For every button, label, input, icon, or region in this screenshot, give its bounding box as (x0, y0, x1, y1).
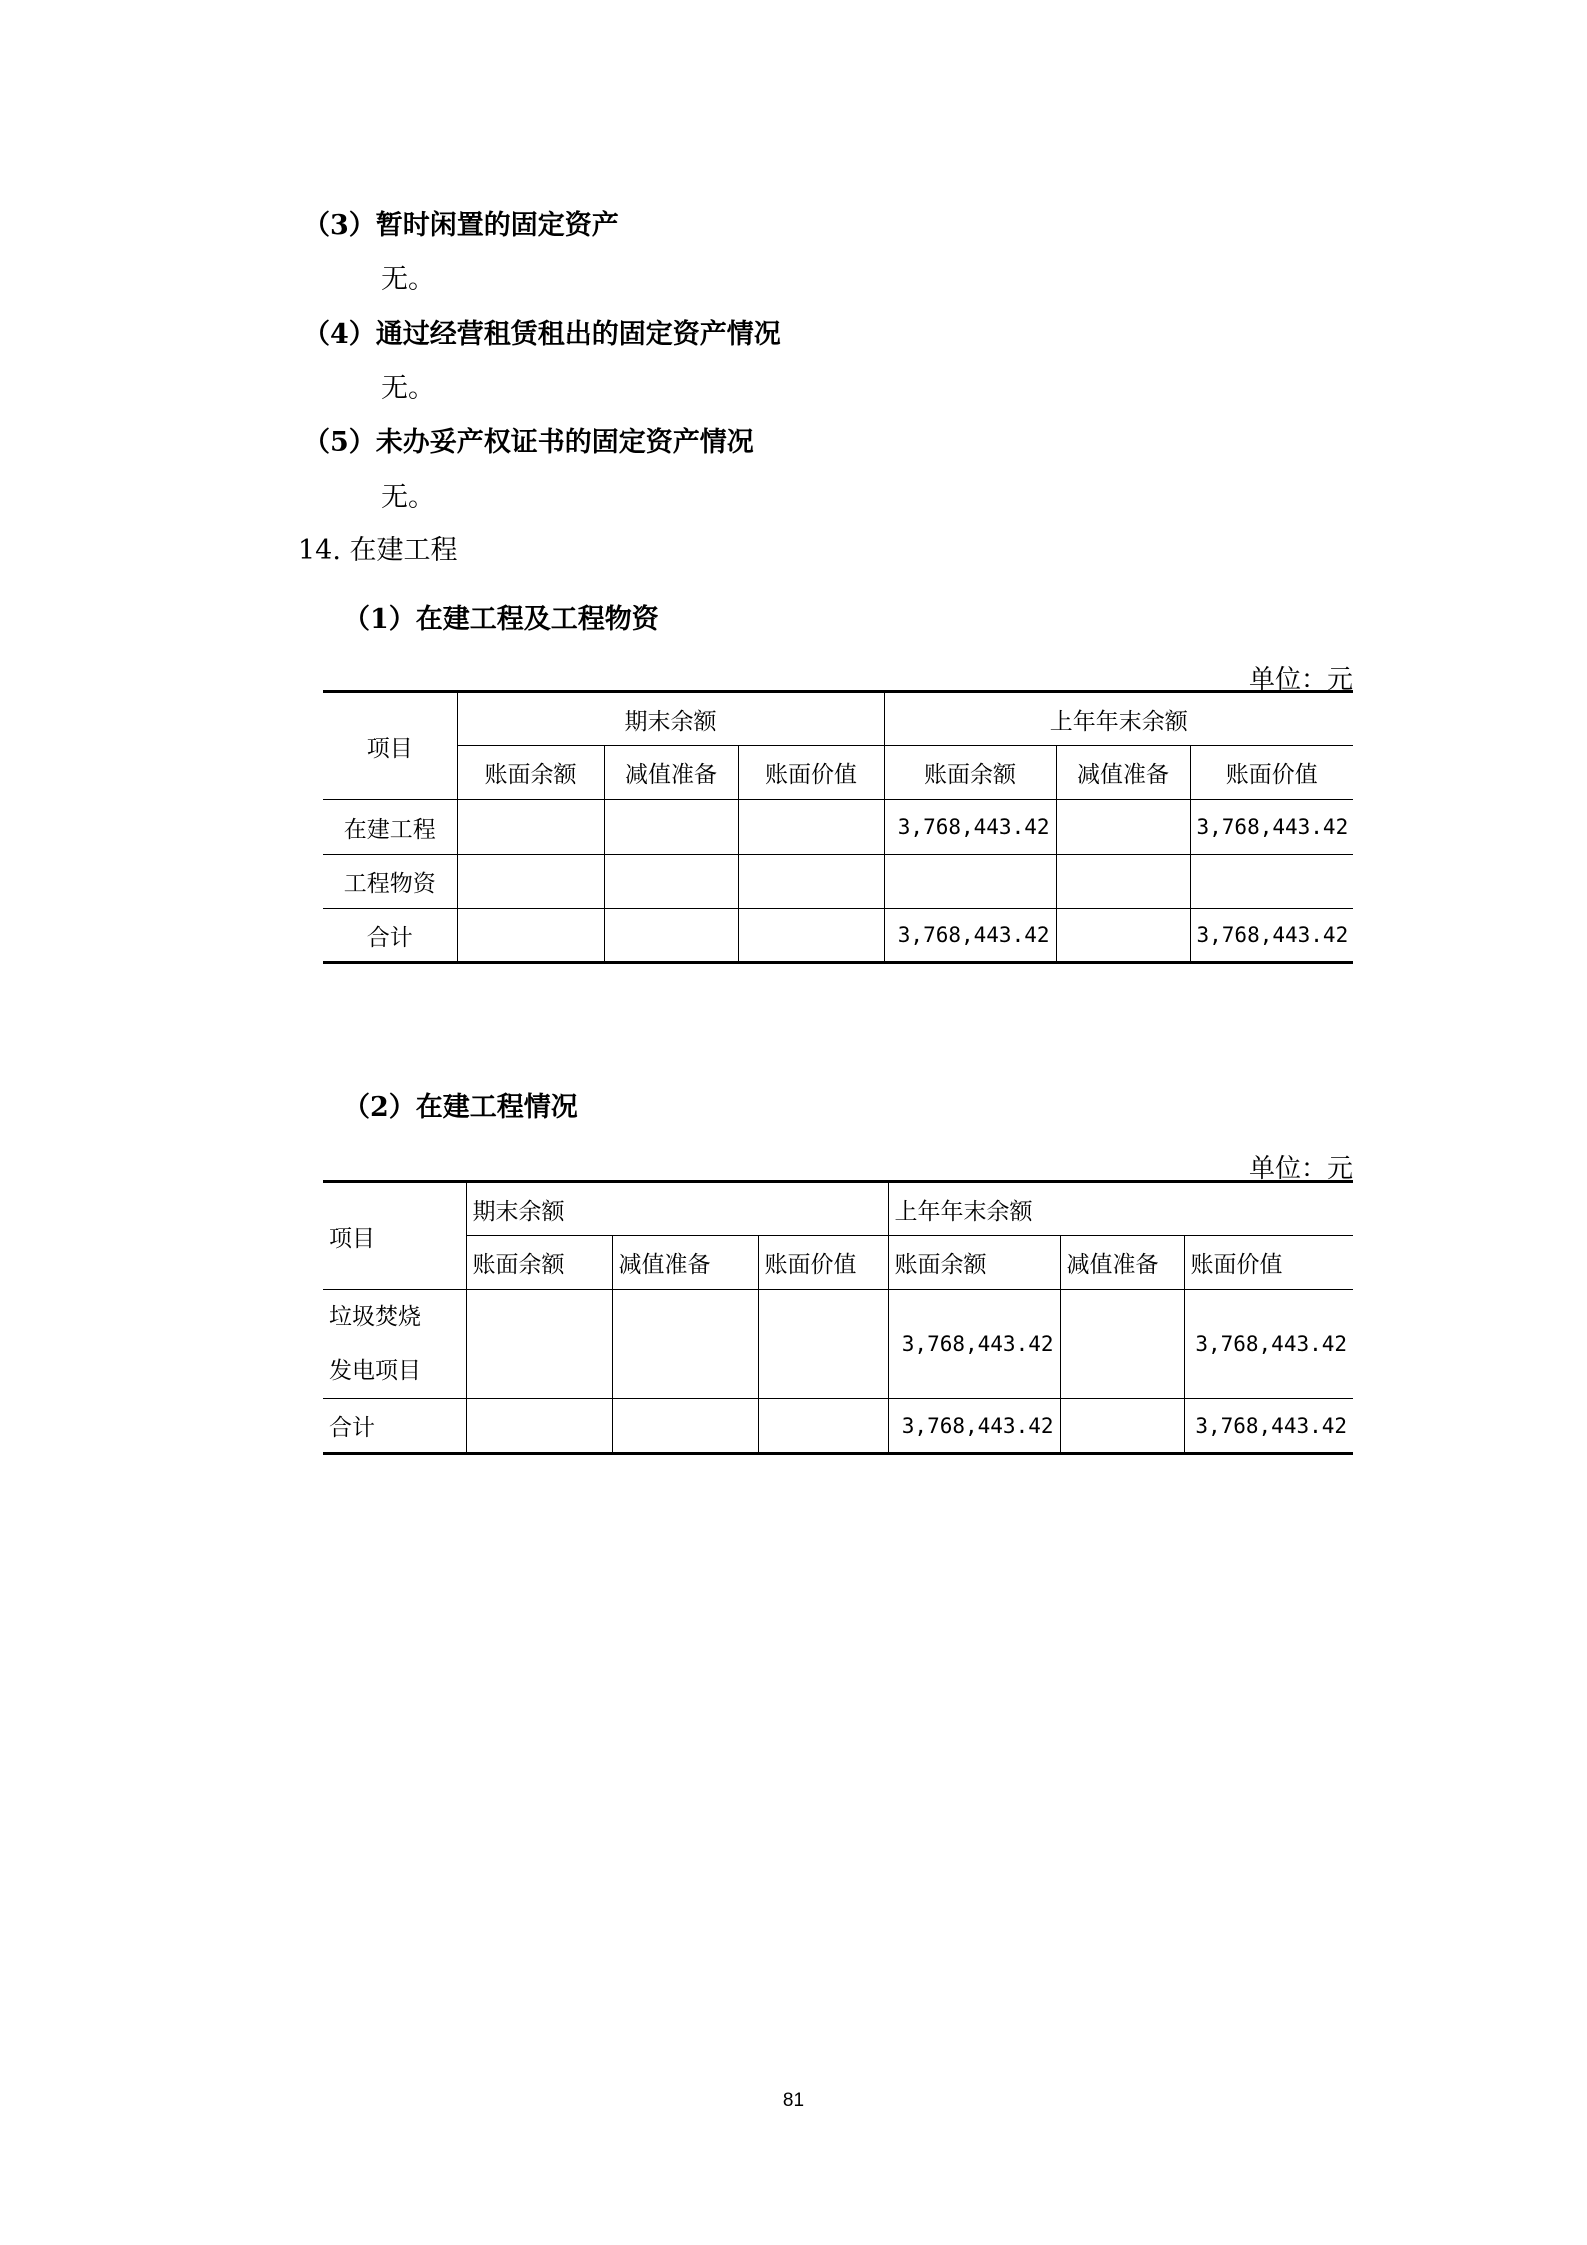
table-1-header-prior-year-end: 上年年末余额 (884, 692, 1353, 746)
table-1-subheader: 账面价值 (1190, 746, 1353, 800)
table-1-subheader: 减值准备 (604, 746, 738, 800)
page-number: 81 (782, 2090, 805, 2111)
table-cell (604, 909, 738, 963)
row-label: 在建工程 (323, 800, 457, 855)
table-cell (738, 800, 884, 855)
table-2-subheader: 账面价值 (1184, 1236, 1353, 1290)
table-cell (604, 800, 738, 855)
table-cell: 3,768,443.42 (884, 800, 1056, 855)
table-1-subheader: 账面价值 (738, 746, 884, 800)
table-cell (457, 855, 604, 909)
section-4-heading: （4）通过经营租赁租出的固定资产情况 (303, 319, 781, 350)
table-cell (457, 800, 604, 855)
table-1 (323, 690, 1353, 964)
table-row (323, 855, 1353, 909)
table-cell: 3,768,443.42 (1184, 1290, 1353, 1399)
table-row (323, 1290, 1353, 1399)
table-cell (466, 1290, 612, 1399)
table-2-subheader: 账面价值 (758, 1236, 888, 1290)
section-5-body: 无。 (381, 482, 435, 513)
table-cell (1056, 800, 1190, 855)
row-label-line-1: 垃圾焚烧 (329, 1304, 421, 1330)
table-2 (323, 1180, 1353, 1455)
table-row (323, 909, 1353, 963)
table-cell (604, 855, 738, 909)
table-cell: 3,768,443.42 (888, 1290, 1060, 1399)
table-cell (612, 1399, 758, 1454)
table-2-header-period-end: 期末余额 (466, 1182, 888, 1236)
table-cell: 3,768,443.42 (1190, 800, 1353, 855)
subsection-1-heading: （1）在建工程及工程物资 (343, 604, 659, 635)
row-label-total: 合计 (323, 909, 457, 963)
section-5-heading: （5）未办妥产权证书的固定资产情况 (303, 427, 754, 458)
table-cell (884, 855, 1056, 909)
table-2-subheader: 账面余额 (888, 1236, 1060, 1290)
table-cell (1060, 1399, 1184, 1454)
table-cell: 3,768,443.42 (1184, 1399, 1353, 1454)
table-row (323, 1399, 1353, 1454)
table-cell: 3,768,443.42 (1190, 909, 1353, 963)
table-1-subheader: 减值准备 (1056, 746, 1190, 800)
table-cell (457, 909, 604, 963)
table-cell (1060, 1290, 1184, 1399)
table-1-header-item: 项目 (323, 692, 457, 800)
section-3-heading: （3）暂时闲置的固定资产 (303, 210, 619, 241)
table-cell (1056, 855, 1190, 909)
table-2-header-item: 项目 (323, 1182, 466, 1290)
table-cell (466, 1399, 612, 1454)
table-cell (738, 909, 884, 963)
section-4-body: 无。 (381, 373, 435, 404)
table-2-subheader: 账面余额 (466, 1236, 612, 1290)
row-label (323, 1290, 466, 1399)
table-cell: 3,768,443.42 (884, 909, 1056, 963)
table-2-subheader: 减值准备 (1060, 1236, 1184, 1290)
table-cell (1190, 855, 1353, 909)
table-cell (758, 1290, 888, 1399)
row-label-total: 合计 (323, 1399, 466, 1454)
table-cell (738, 855, 884, 909)
table-1-subheader: 账面余额 (457, 746, 604, 800)
row-label-line-2: 发电项目 (329, 1358, 421, 1384)
row-label: 工程物资 (323, 855, 457, 909)
table-2-unit: 单位：元 (1248, 1154, 1353, 1184)
table-cell (1056, 909, 1190, 963)
section-14-heading: 14. 在建工程 (298, 535, 458, 566)
table-cell (612, 1290, 758, 1399)
table-1-subheader: 账面余额 (884, 746, 1056, 800)
table-cell: 3,768,443.42 (888, 1399, 1060, 1454)
table-row (323, 800, 1353, 855)
table-cell (758, 1399, 888, 1454)
table-2-subheader: 减值准备 (612, 1236, 758, 1290)
table-1-header-period-end: 期末余额 (457, 692, 884, 746)
subsection-2-heading: （2）在建工程情况 (343, 1092, 578, 1123)
section-3-body: 无。 (381, 264, 435, 295)
table-1-unit: 单位：元 (1248, 665, 1353, 695)
table-2-header-prior-year-end: 上年年末余额 (888, 1182, 1353, 1236)
